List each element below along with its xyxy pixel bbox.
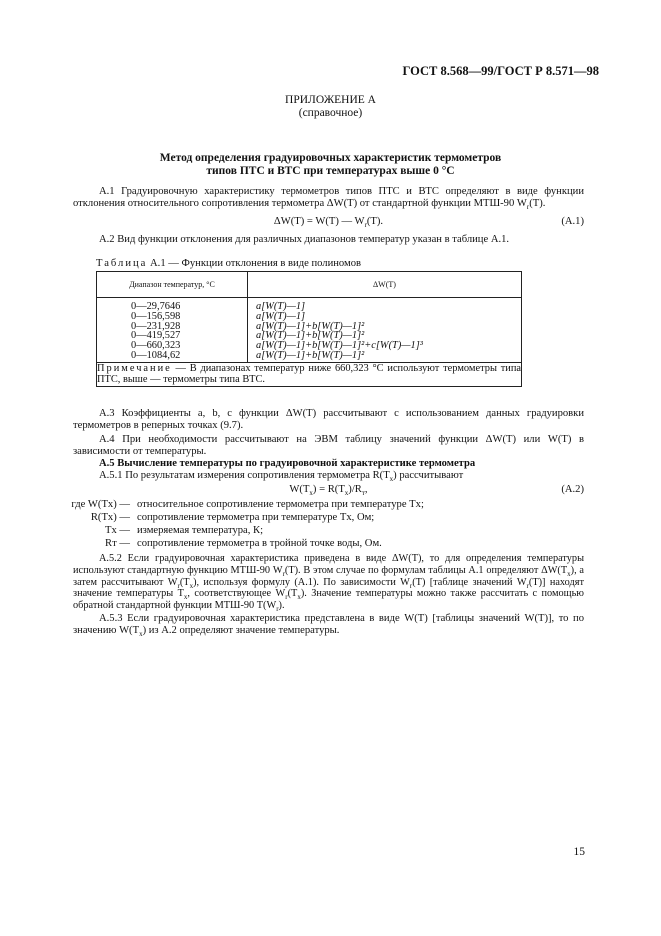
paragraph-a2: А.2 Вид функции отклонения для различных диапазонов температур указан в таблице А.1. [99,234,510,245]
range-cell: 0—419,527 [131,330,181,342]
definition-row: Rт — сопротивление термометра в тройной точке воды, Ом. [105,538,382,549]
section-a5-heading: А.5 Вычисление температуры по градуировочной характеристике термометра [99,458,476,469]
range-cell: 0—1084,62 [131,349,181,361]
method-title-line1: Метод определения градуировочных характеристик термометров [159,152,502,164]
range-cell: 0—156,598 [131,310,181,322]
appendix-subtitle: (справочное) [298,107,363,119]
paragraph-a53: А.5.3 Если градуировочная характеристика представлена в виде W(T) [таблицы значений W(T)], то по значению $W(T_x)$ из А.2 определяют значение температуры. [73,613,584,638]
definition-row: R(Tx) — сопротивление термометра при температуре Tx, Ом; [90,512,375,523]
function-cell: a[W(T)—1] [256,310,306,322]
definition-row: Tx — измеряемая температура, К; [104,525,264,536]
function-cell: a[W(T)—1] [256,301,306,312]
definition-row: где W(Tx) — относительное сопротивление термометра при температуре Tx; [71,499,424,510]
paragraph-a4: А.4 При необходимости рассчитывают на ЭВМ таблицу значений функции ΔW(T) или W(T) в зависимости от температуры. [73,434,584,457]
equation-a2-number: (А.2) [561,484,584,495]
function-cell: a[W(T)—1]+b[W(T)—1]²+c[W(T)—1]³ [256,340,423,352]
equation-a1: ΔW(T) = W(T) — $W_r(T)$. (А.1) [273,216,584,230]
table-header-range: Диапазон температур, °С [97,272,248,298]
deviation-function-table [96,271,522,387]
paragraph-a1: А.1 Градуировочную характеристику термометров типов ПТС и ВТС определяют в виде функции отклонения относительного сопротивления термометра ΔW(T) от стандартной функции МТШ-90 $W_r(T)$. [73,186,584,211]
table-caption: Таблица А.1 — Функции отклонения в виде полиномов [96,258,362,269]
appendix-title: ПРИЛОЖЕНИЕ А [285,94,376,106]
equation-a1-number: (А.1) [561,216,584,227]
function-cell: a[W(T)—1]+b[W(T)—1]² [256,349,365,361]
function-column [248,298,522,363]
range-column [97,298,248,363]
variable-definitions [73,498,584,550]
table-header-function: ΔW(T) [248,272,522,298]
method-title-line2: типов ПТС и ВТС при температурах выше 0 °С [206,165,455,177]
page-number: 15 [573,846,585,858]
paragraph-a52: А.5.2 Если градуировочная характеристика приведена в виде ΔW(T), то для определения температуры используют стандартную функцию МТШ-90 $W_r(T)$. В этом случае по формулам таблицы А.1 определяют $\Delta W(T_x)$, а затем рассчитывают $W_r(T_x)$, используя формулу (А.1). По зависимости $W_r(T)$ [таблице значений $W_r(T)$] находят значение температуры $T_x$, соответствующее $W_r(T_x)$. Значение температуры можно также рассчитать с помощью обратной стандартной функции МТШ-90 $T(W_r)$. [73,553,584,614]
paragraph-a51: А.5.1 По результатам измерения сопротивления термометра $R(T_x)$ рассчитывают [99,470,464,484]
function-cell: a[W(T)—1]+b[W(T)—1]² [256,330,365,342]
function-cell: a[W(T)—1]+b[W(T)—1]² [256,320,365,332]
document-code: ГОСТ 8.568—99/ГОСТ Р 8.571—98 [402,64,599,78]
table-note: Примечание — В диапазонах температур ниже 660,323 °С используют термометры типа ПТС, выше — термометры типа ВТС. [97,362,521,386]
range-cell: 0—231,928 [131,320,181,332]
appendix-heading [0,94,661,120]
paragraph-a3: А.3 Коэффициенты a, b, c функции ΔW(T) рассчитывают с использованием данных градуировки термометров в реперных точках (9.7). [73,408,584,431]
equation-a2: $W(T_x) = R(T_x)/R_т$, (А.2) [289,484,584,498]
range-cell: 0—29,7646 [131,301,181,312]
method-title [60,152,601,178]
range-cell: 0—660,323 [131,340,181,352]
